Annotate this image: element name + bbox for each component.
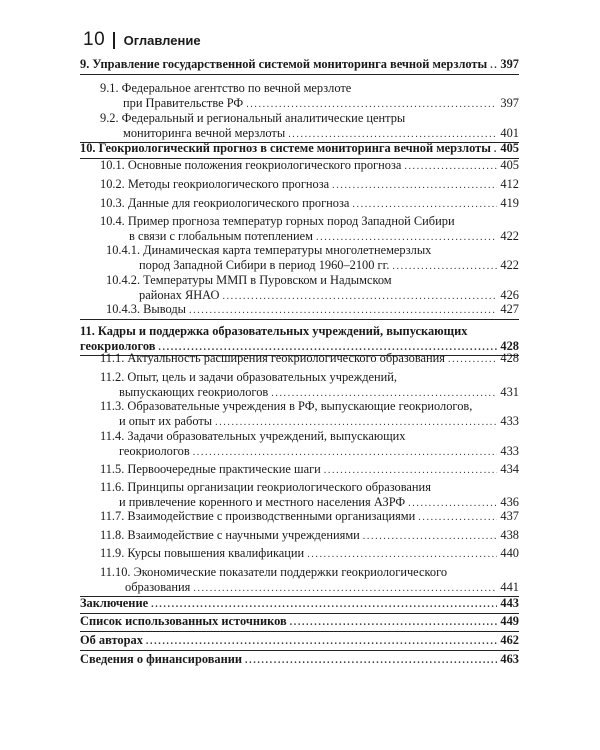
toc-entry-title: 9. Управление государственной системой мониторинга вечной мерзлоты [80, 57, 488, 71]
page-title: Оглавление [123, 32, 201, 48]
toc-entry[interactable] [80, 633, 519, 650]
dot-leader [418, 511, 497, 526]
toc-entry-title: 11.1. Актуальность расширения геокриологического образования [100, 351, 446, 365]
toc-page-number: 440 [500, 546, 519, 560]
toc-entry[interactable] [100, 196, 519, 213]
dot-leader [215, 416, 497, 431]
toc-entry[interactable] [100, 177, 519, 194]
toc-entry[interactable] [100, 528, 519, 545]
toc-page-number: 441 [500, 579, 519, 594]
toc-entry-line: 10.4.2. Температуры ММП в Пуровском и Надымском [106, 273, 392, 287]
toc-entry[interactable] [100, 399, 519, 430]
toc-entry[interactable] [106, 243, 519, 274]
toc-entry-title: 11.8. Взаимодействие с научными учреждениями [100, 528, 360, 542]
toc-entry[interactable] [100, 546, 519, 563]
toc-page-number: 405 [500, 158, 519, 172]
dot-leader [490, 59, 497, 74]
dot-leader [448, 353, 497, 368]
toc-entry-title: 11.9. Курсы повышения квалификации [100, 546, 305, 560]
toc-entry-title: Об авторах [80, 633, 143, 647]
toc-entry-line: 9.1. Федеральное агентство по вечной мерзлоте [100, 81, 352, 95]
toc-page-number: 433 [500, 413, 519, 428]
toc-entry-line: 11.10. Экономические показатели поддержки геокриологического [100, 565, 448, 579]
toc-entry[interactable] [100, 509, 519, 526]
toc-entry-title: 10.3. Данные для геокриологического прогноза [100, 196, 350, 210]
toc-entry[interactable] [80, 596, 519, 613]
toc-entry-line: 11.6. Принципы организации геокриологического образования [100, 480, 431, 494]
toc-entry[interactable] [100, 351, 519, 368]
toc-page-number: 401 [500, 125, 519, 140]
toc-entry-title: пород Западной Сибири в период 1960–2100 гг. [139, 257, 390, 272]
toc-entry-title: выпускающих геокриологов [119, 384, 269, 399]
toc-page-number: 422 [500, 228, 519, 243]
dot-leader [363, 530, 498, 545]
toc-entry-title: 11.7. Взаимодействие с производственными организациями [100, 509, 416, 523]
toc-entry-title: 10.2. Методы геокриологического прогноза [100, 177, 330, 191]
toc-page-number: 397 [500, 57, 519, 71]
toc-entry[interactable] [100, 158, 519, 175]
toc-page-number: 405 [500, 141, 519, 155]
toc-entry[interactable] [100, 81, 519, 112]
toc-page-number: 428 [500, 351, 519, 365]
toc-page-number: 438 [500, 528, 519, 542]
dot-leader [352, 198, 497, 213]
toc-entry[interactable] [100, 429, 519, 460]
toc-entry[interactable] [80, 614, 519, 631]
toc-entry[interactable] [100, 214, 519, 245]
toc-entry-title: районах ЯНАО [139, 287, 220, 302]
toc-entry-title: 11.5. Первоочередные практические шаги [100, 462, 321, 476]
dot-leader [246, 98, 497, 113]
toc-entry[interactable] [100, 111, 519, 142]
dot-leader [193, 582, 497, 597]
toc-entry-title: при Правительстве РФ [123, 95, 244, 110]
toc-entry[interactable] [106, 302, 519, 319]
toc-entry-title: Список использованных источников [80, 614, 287, 628]
toc-page-number: 434 [500, 462, 519, 476]
toc-entry[interactable] [100, 462, 519, 479]
toc-entry-line: 10.4.1. Динамическая карта температуры многолетнемерзлых [106, 243, 432, 257]
section-divider [80, 319, 519, 320]
toc-entry-line: 11.3. Образовательные учреждения в РФ, выпускающие геокриологов, [100, 399, 473, 413]
header-separator [113, 32, 115, 49]
dot-leader [392, 260, 497, 275]
toc-page-number: 463 [500, 652, 519, 666]
toc-entry-title: 10. Геокриологический прогноз в системе мониторинга вечной мерзлоты [80, 141, 491, 155]
page-number: 10 [83, 29, 106, 50]
toc-entry-line: 11.2. Опыт, цель и задачи образовательных учреждений, [100, 370, 398, 384]
toc-page-number: 426 [500, 287, 519, 302]
dot-leader [189, 304, 497, 319]
dot-leader [288, 128, 497, 143]
toc-entry-title: и опыт их работы [119, 413, 213, 428]
toc-entry-title: Сведения о финансировании [80, 652, 243, 666]
toc-entry-title: Заключение [80, 596, 149, 610]
toc-page-number: 443 [500, 596, 519, 610]
toc-entry[interactable] [80, 652, 519, 669]
dot-leader [332, 179, 497, 194]
toc-entry-line: 10.4. Пример прогноза температур горных пород Западной Сибири [100, 214, 455, 228]
dot-leader [494, 143, 498, 158]
dot-leader [146, 635, 497, 650]
toc-page-number: 433 [500, 443, 519, 458]
page-header [83, 28, 201, 52]
toc-page-number: 427 [500, 302, 519, 316]
toc-entry-title: образования [125, 579, 191, 594]
toc-entry[interactable] [100, 370, 519, 401]
toc-entry-line: 11. Кадры и поддержка образовательных учреждений, выпускающих [80, 324, 468, 338]
toc-page-number: 462 [500, 633, 519, 647]
toc-page-number: 449 [500, 614, 519, 628]
toc-page-number: 397 [500, 95, 519, 110]
dot-leader [324, 464, 498, 479]
toc-entry-title: геокриологов [119, 443, 190, 458]
toc-page-number: 436 [500, 494, 519, 509]
dot-leader [404, 160, 497, 175]
toc-page-number: 428 [500, 338, 519, 353]
dot-leader [245, 654, 497, 669]
section-divider [80, 631, 519, 632]
section-divider [80, 74, 519, 75]
dot-leader [290, 616, 498, 631]
toc-entry-line: 11.4. Задачи образовательных учреждений, выпускающих [100, 429, 406, 443]
toc-entry-title: геокриологов [80, 338, 156, 353]
toc-entry[interactable] [106, 273, 519, 304]
dot-leader [307, 548, 497, 563]
toc-entry-line: 9.2. Федеральный и региональный аналитические центры [100, 111, 406, 125]
toc-page-number: 422 [500, 257, 519, 272]
toc-entry[interactable] [100, 480, 519, 511]
toc-entry-title: и привлечение коренного и местного населения АЗРФ [119, 494, 406, 509]
toc-page-number: 437 [500, 509, 519, 523]
dot-leader [151, 598, 497, 613]
toc-page-number: 431 [500, 384, 519, 399]
toc-entry-title: в связи с глобальным потеплением [129, 228, 314, 243]
toc-entry[interactable] [80, 141, 519, 158]
dot-leader [193, 446, 498, 461]
toc-entry-title: 10.1. Основные положения геокриологического прогноза [100, 158, 402, 172]
toc-entry-title: 10.4.3. Выводы [106, 302, 186, 316]
toc-entry[interactable] [100, 565, 519, 596]
toc-page-number: 412 [500, 177, 519, 191]
toc-entry[interactable] [80, 57, 519, 74]
toc-entry-title: мониторинга вечной мерзлоты [123, 125, 286, 140]
section-divider [80, 650, 519, 651]
toc-page-number: 419 [500, 196, 519, 210]
